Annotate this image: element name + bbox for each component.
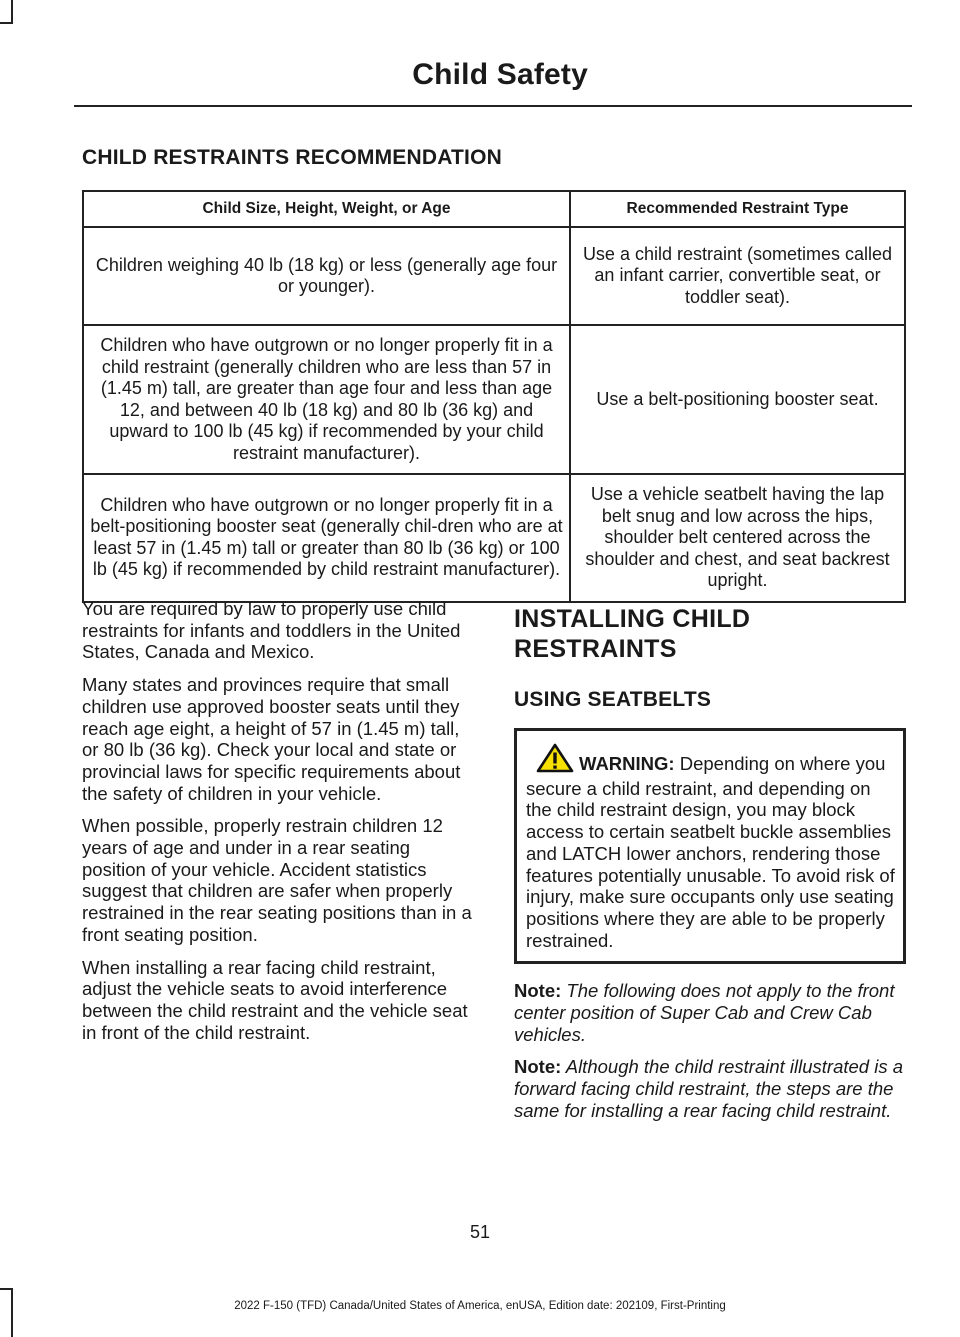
warning-label: WARNING: (579, 753, 675, 774)
table-cell: Use a child restraint (sometimes called an infant carrier, convertible seat, or toddler seat). (570, 227, 905, 325)
table-row (83, 227, 905, 325)
warning-box (514, 728, 906, 964)
note-label: Note: (514, 1056, 562, 1078)
crop-mark (11, 1288, 13, 1337)
table-cell: Use a vehicle seatbelt having the lap belt snug and low across the hips, shoulder belt centered across the shoulder and chest, and seat backrest upright. (570, 474, 905, 602)
paragraph: Many states and provinces require that small children use approved booster seats until they reach age eight, a height of 57 in (1.45 m) tall, or 80 lb (36 kg). Check your local and state or provincial laws for specific requirements about the safety of children in your vehicle. (82, 674, 461, 804)
restraint-table (82, 190, 906, 603)
crop-mark (11, 0, 13, 23)
table-cell: Children who have outgrown or no longer properly fit in a child restraint (generally children who are less than 57 in (1.45 m) tall, are greater than age four and less than age 12, and between 40 lb (18 kg) and 80 lb (36 kg) and upward to 100 lb (45 kg) if recommended by your child restraint manufacturer). (83, 325, 570, 474)
installing-heading-line2: RESTRAINTS (514, 635, 677, 663)
note-text: The following does not apply to the front center position of Super Cab and Crew Cab vehicles. (514, 980, 895, 1045)
paragraph: When installing a rear facing child restraint, adjust the vehicle seats to avoid interference between the child restraint and the vehicle seat in front of the child restraint. (82, 956, 468, 1043)
installing-heading: INSTALLING CHILD (514, 605, 751, 633)
table-cell: Children who have outgrown or no longer properly fit in a belt-positioning booster seat (generally chil-dren who are at least 57 in (1.45 m) tall or greater than 80 lb (36 kg) or 100 lb (45 kg) if recommended by child restraint manufacturer). (83, 474, 570, 602)
section-heading: CHILD RESTRAINTS RECOMMENDATION (82, 146, 502, 169)
note (514, 980, 906, 1045)
table-row (83, 325, 905, 474)
title-divider (74, 105, 912, 107)
table-cell: Use a belt-positioning booster seat. (570, 325, 905, 474)
note-text: Although the child restraint illustrated is a forward facing child restraint, the steps are the same for installing a rear facing child restraint. (514, 1056, 904, 1121)
page-number: 51 (469, 1222, 491, 1242)
paragraph: You are required by law to properly use child restraints for infants and toddlers in the United States, Canada and Mexico. (82, 598, 461, 663)
table-header-row (83, 191, 905, 227)
table-header-cell: Recommended Restraint Type (570, 191, 905, 227)
seatbelts-subheading: USING SEATBELTS (514, 688, 712, 711)
warning-triangle-icon (536, 743, 574, 778)
right-column (514, 604, 906, 1133)
warning-text: Depending on where you secure a child restraint, and depending on the child restraint design, you may block access to certain seatbelt buckle assemblies and LATCH lower anchors, rendering those features potentially unusable. To avoid risk of injury, make sure occupants only use seating positions where they are able to be properly restrained. (526, 753, 895, 951)
table-header-cell: Child Size, Height, Weight, or Age (83, 191, 570, 227)
note (514, 1056, 906, 1121)
note-label: Note: (514, 980, 562, 1002)
table-cell: Children weighing 40 lb (18 kg) or less (generally age four or younger). (83, 227, 570, 325)
footer-text: 2022 F-150 (TFD) Canada/United States of America, enUSA, Edition date: 202109, First-Printing (234, 1300, 726, 1312)
table-row (83, 474, 905, 602)
paragraph: When possible, properly restrain children 12 years of age and under in a rear seating position of your vehicle. Accident statistics suggest that children are safer when properly restrained in the rear seating positions than in a front seating position. (82, 815, 472, 945)
crop-mark (0, 1288, 13, 1290)
crop-mark (0, 22, 13, 24)
page-title: Child Safety (412, 58, 588, 91)
left-column (82, 598, 477, 1054)
